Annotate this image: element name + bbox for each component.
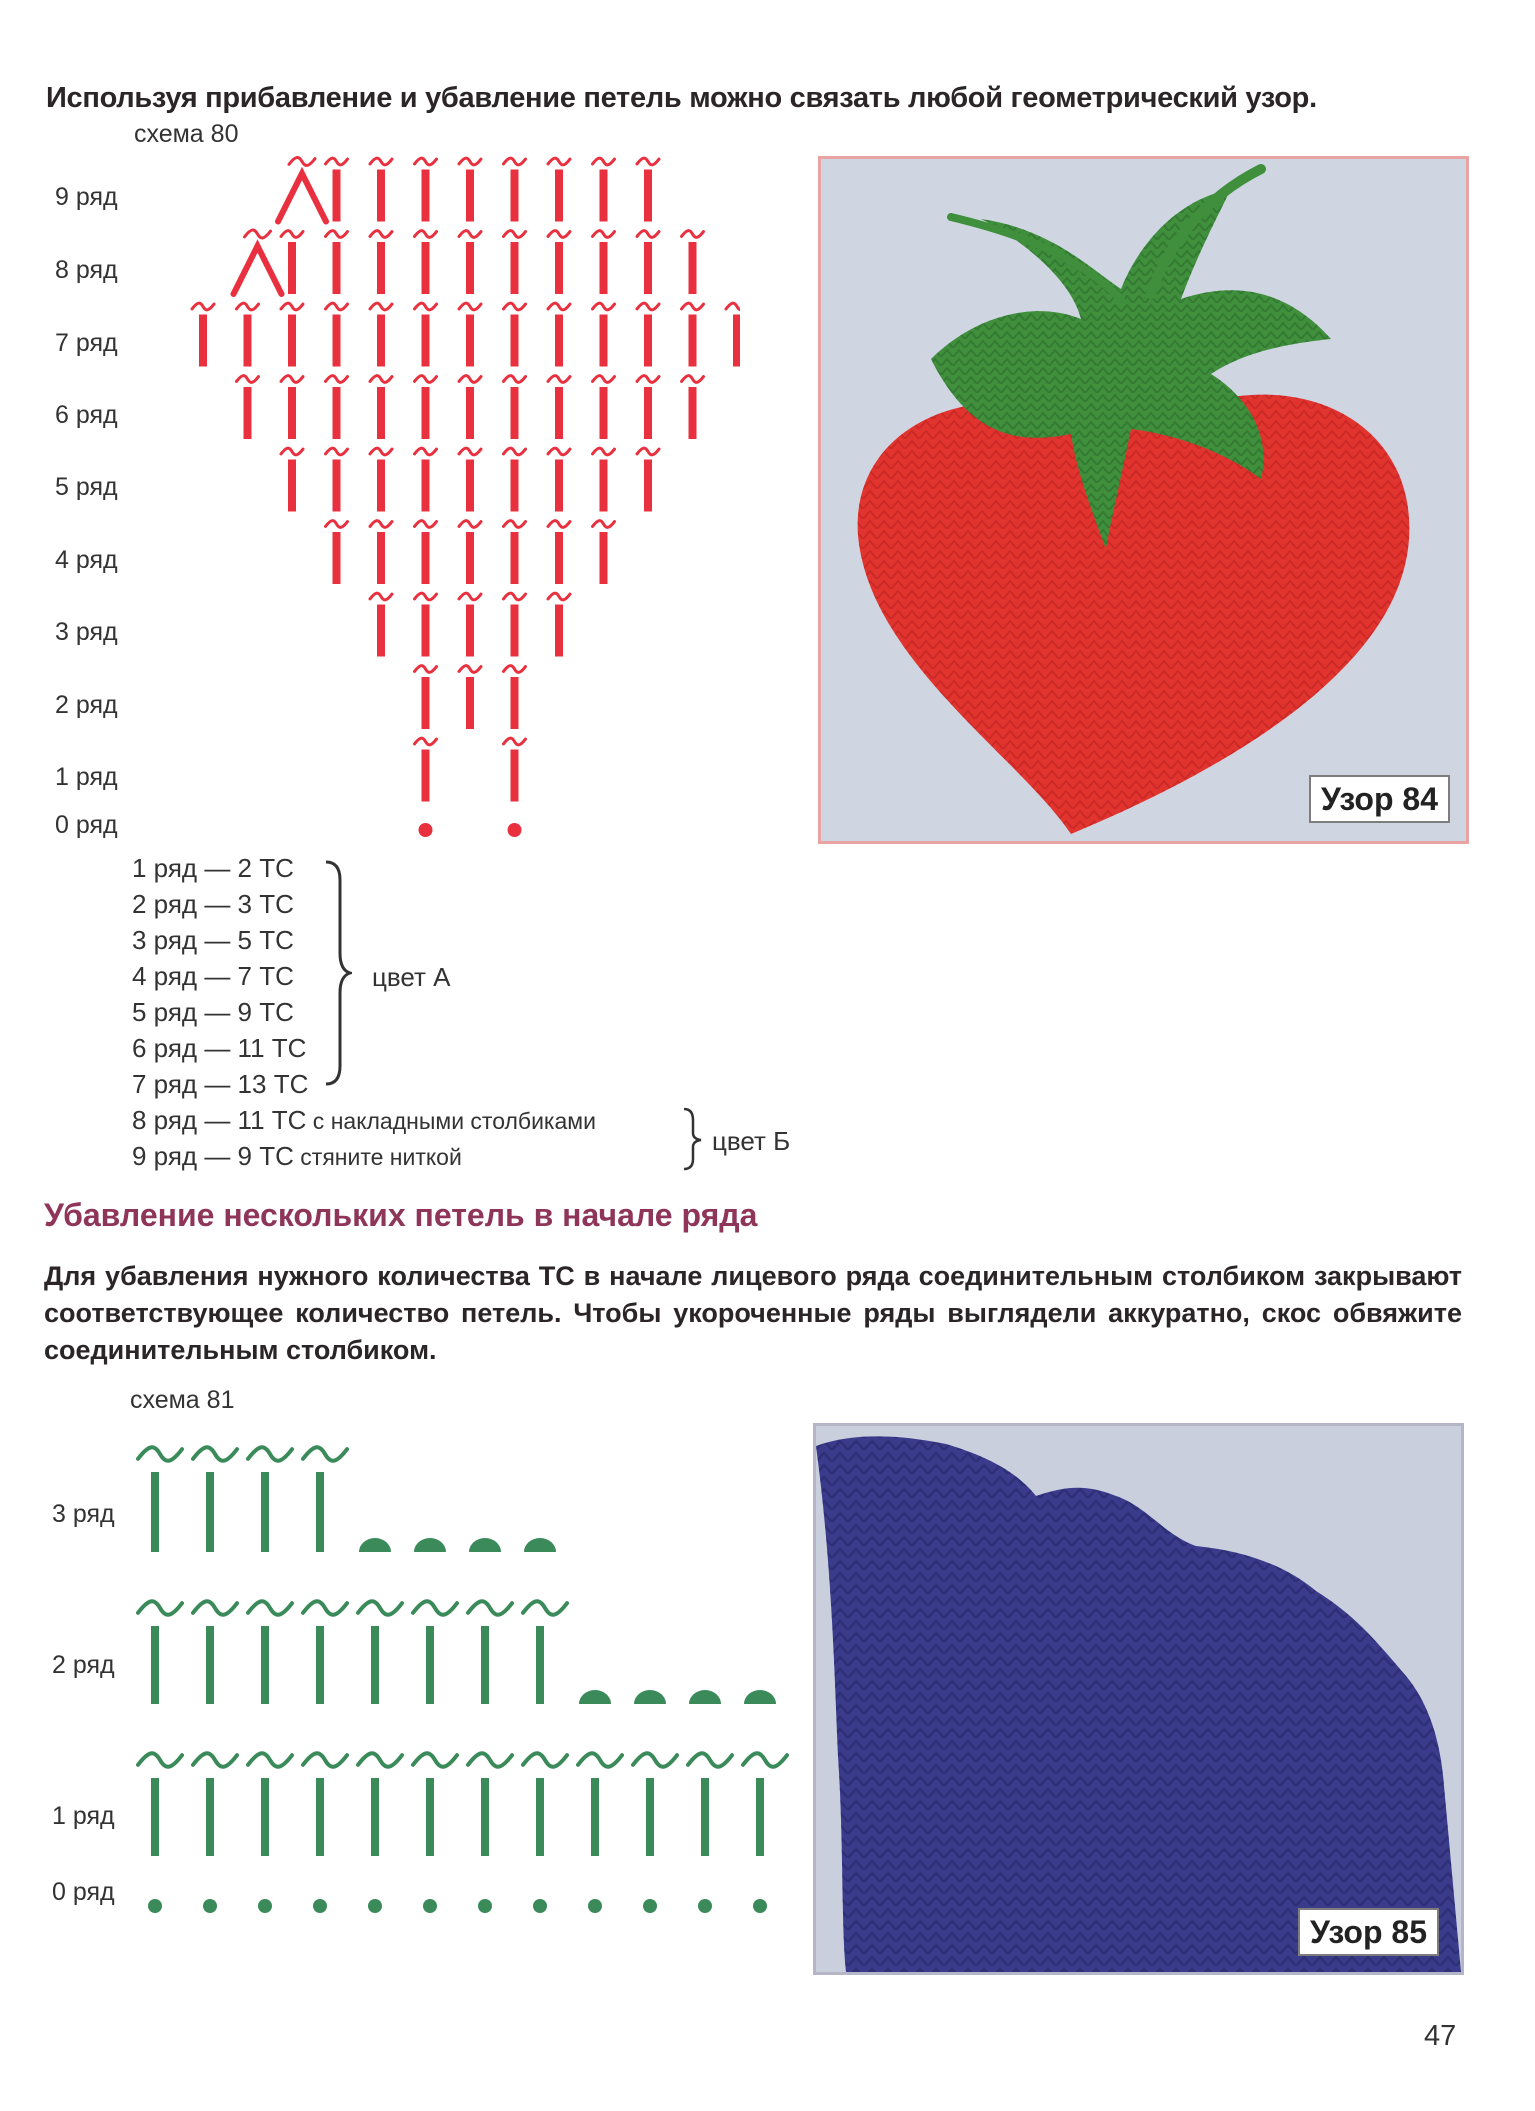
scheme-80-row-label: 5 ряд xyxy=(55,473,118,501)
decrease-mark xyxy=(234,246,282,294)
chain-dot xyxy=(419,823,433,837)
chain-tilde xyxy=(303,1601,347,1614)
color-a-label: цвет А xyxy=(372,962,451,992)
chain-tilde xyxy=(504,158,526,165)
chain-tilde xyxy=(468,1601,512,1614)
legend-line: 3 ряд — 5 ТС xyxy=(132,925,294,955)
chain-tilde xyxy=(138,1601,182,1614)
chain-tilde xyxy=(637,158,659,165)
scheme-80-row-label: 4 ряд xyxy=(55,546,118,574)
chain-dot xyxy=(533,1899,547,1913)
slip-stitch xyxy=(359,1538,391,1552)
legend-line xyxy=(132,1141,462,1172)
legend-line: 7 ряд — 13 ТС xyxy=(132,1069,309,1099)
chain-tilde xyxy=(303,1753,347,1766)
chain-tilde xyxy=(459,231,481,238)
chain-tilde xyxy=(468,1753,512,1766)
scheme-81-row-label: 1 ряд xyxy=(52,1802,115,1830)
intro-text: Используя прибавление и убавление петель можно связать любой геометрический узор. xyxy=(46,82,1317,114)
chain-tilde xyxy=(248,1601,292,1614)
chain-tilde xyxy=(523,1601,567,1614)
chain-tilde xyxy=(688,1753,732,1766)
scheme-81-row-label: 0 ряд xyxy=(52,1878,115,1906)
chain-tilde xyxy=(637,303,659,310)
chain-tilde xyxy=(289,158,315,166)
chain-tilde xyxy=(138,1447,182,1460)
chain-tilde xyxy=(326,158,348,165)
chain-tilde xyxy=(281,376,303,383)
chain-tilde xyxy=(523,1753,567,1766)
chain-tilde xyxy=(637,376,659,383)
chain-dot xyxy=(368,1899,382,1913)
scheme-81-diagram xyxy=(125,1420,795,1920)
chain-tilde xyxy=(682,376,704,383)
chain-tilde xyxy=(138,1753,182,1766)
chain-tilde xyxy=(548,303,570,310)
chain-tilde xyxy=(459,376,481,383)
photo-84 xyxy=(818,156,1469,844)
chain-tilde xyxy=(370,158,392,165)
chain-dot xyxy=(423,1899,437,1913)
chain-tilde xyxy=(593,376,615,383)
chain-tilde xyxy=(504,738,526,745)
chain-tilde xyxy=(504,376,526,383)
chain-tilde xyxy=(415,448,437,455)
chain-tilde xyxy=(504,303,526,310)
chain-tilde xyxy=(245,230,271,238)
scheme-81-row-label: 2 ряд xyxy=(52,1651,115,1679)
chain-tilde xyxy=(370,521,392,528)
chain-tilde xyxy=(193,1447,237,1460)
chain-tilde xyxy=(459,303,481,310)
chain-tilde xyxy=(326,376,348,383)
chain-tilde xyxy=(548,231,570,238)
chain-tilde xyxy=(415,666,437,673)
scheme-80-row-label: 8 ряд xyxy=(55,256,118,284)
chain-dot xyxy=(698,1899,712,1913)
chain-dot xyxy=(258,1899,272,1913)
chain-tilde xyxy=(370,448,392,455)
slip-stitch xyxy=(744,1690,776,1704)
slip-stitch xyxy=(634,1690,666,1704)
scheme-80-row-label: 6 ряд xyxy=(55,401,118,429)
chain-dot xyxy=(148,1899,162,1913)
chain-tilde xyxy=(248,1753,292,1766)
chain-tilde xyxy=(593,158,615,165)
chain-tilde xyxy=(548,158,570,165)
chain-tilde xyxy=(326,231,348,238)
strawberry-icon xyxy=(821,159,1466,841)
scheme-81-label: схема 81 xyxy=(130,1386,235,1414)
legend-line: 5 ряд — 9 ТС xyxy=(132,997,294,1027)
scheme-80-row-label: 1 ряд xyxy=(55,763,118,791)
slip-stitch xyxy=(579,1690,611,1704)
chain-tilde xyxy=(415,231,437,238)
legend-line-note: с накладными столбиками xyxy=(306,1108,596,1134)
section-paragraph: Для убавления нужного количества ТС в начале лицевого ряда соединительным столбиком закрывают соответствующее количество петель. Чтобы укороченные ряды выглядели аккуратно, скос обвяжите соединительным столбиком. xyxy=(44,1261,1462,1365)
chain-tilde xyxy=(415,738,437,745)
slip-stitch xyxy=(524,1538,556,1552)
chain-tilde xyxy=(413,1753,457,1766)
slip-stitch xyxy=(689,1690,721,1704)
chain-tilde xyxy=(548,448,570,455)
photo-85-badge: Узор 85 xyxy=(1298,1908,1439,1956)
chain-tilde xyxy=(415,158,437,165)
scheme-80-row-label: 7 ряд xyxy=(55,329,118,357)
chain-tilde xyxy=(548,593,570,600)
chain-tilde xyxy=(504,593,526,600)
chain-tilde xyxy=(358,1753,402,1766)
chain-tilde xyxy=(637,448,659,455)
scheme-80-row-label: 0 ряд xyxy=(55,811,118,839)
chain-tilde xyxy=(459,448,481,455)
chain-tilde xyxy=(548,376,570,383)
legend-line-main: 8 ряд — 11 ТС xyxy=(132,1105,307,1135)
chain-tilde xyxy=(593,448,615,455)
chain-dot xyxy=(313,1899,327,1913)
chain-tilde xyxy=(578,1753,622,1766)
chain-tilde xyxy=(459,593,481,600)
section-title: Убавление нескольких петель в начале ряда xyxy=(44,1197,758,1233)
chain-tilde xyxy=(593,231,615,238)
chain-tilde xyxy=(326,521,348,528)
chain-tilde xyxy=(415,593,437,600)
chain-tilde xyxy=(726,303,740,310)
color-b-brace xyxy=(681,1106,705,1172)
chain-tilde xyxy=(633,1753,677,1766)
chain-tilde xyxy=(637,231,659,238)
scheme-80-row-label: 9 ряд xyxy=(55,183,118,211)
chain-tilde xyxy=(193,1753,237,1766)
chain-dot xyxy=(203,1899,217,1913)
chain-tilde xyxy=(504,231,526,238)
chain-tilde xyxy=(281,303,303,310)
chain-tilde xyxy=(459,158,481,165)
chain-tilde xyxy=(459,666,481,673)
decrease-mark xyxy=(278,174,326,222)
chain-tilde xyxy=(743,1753,787,1766)
legend-line: 1 ряд — 2 ТС xyxy=(132,853,294,883)
chain-dot xyxy=(753,1899,767,1913)
chain-tilde xyxy=(504,666,526,673)
chain-tilde xyxy=(237,376,259,383)
scheme-80-row-label: 2 ряд xyxy=(55,691,118,719)
chain-tilde xyxy=(415,376,437,383)
chain-tilde xyxy=(370,231,392,238)
legend-line: 6 ряд — 11 ТС xyxy=(132,1033,307,1063)
chain-tilde xyxy=(459,521,481,528)
chain-tilde xyxy=(415,303,437,310)
yarn-swatch-icon xyxy=(816,1426,1461,1972)
chain-tilde xyxy=(326,448,348,455)
chain-tilde xyxy=(370,593,392,600)
legend-line-main: 9 ряд — 9 ТС xyxy=(132,1141,294,1171)
color-b-label: цвет Б xyxy=(712,1126,791,1156)
scheme-81-row-label: 3 ряд xyxy=(52,1500,115,1528)
chain-tilde xyxy=(415,521,437,528)
chain-tilde xyxy=(326,303,348,310)
scheme-80-label: схема 80 xyxy=(134,120,239,148)
chain-tilde xyxy=(370,303,392,310)
chain-tilde xyxy=(281,231,303,238)
chain-tilde xyxy=(548,521,570,528)
chain-tilde xyxy=(192,303,214,310)
chain-tilde xyxy=(193,1601,237,1614)
chain-tilde xyxy=(504,448,526,455)
chain-dot xyxy=(508,823,522,837)
chain-tilde xyxy=(504,521,526,528)
chain-tilde xyxy=(303,1447,347,1460)
chain-tilde xyxy=(358,1601,402,1614)
legend-line xyxy=(132,1105,596,1136)
color-a-brace xyxy=(322,858,352,1088)
chain-tilde xyxy=(682,231,704,238)
chain-dot xyxy=(478,1899,492,1913)
chain-tilde xyxy=(370,376,392,383)
chain-tilde xyxy=(248,1447,292,1460)
photo-84-badge: Узор 84 xyxy=(1309,775,1450,823)
photo-85 xyxy=(813,1423,1464,1975)
scheme-80-row-label: 3 ряд xyxy=(55,618,118,646)
slip-stitch xyxy=(469,1538,501,1552)
slip-stitch xyxy=(414,1538,446,1552)
chain-dot xyxy=(643,1899,657,1913)
chain-tilde xyxy=(237,303,259,310)
legend-line-note: стяните ниткой xyxy=(293,1144,462,1170)
chain-tilde xyxy=(413,1601,457,1614)
chain-tilde xyxy=(593,521,615,528)
scheme-80-diagram xyxy=(150,140,740,850)
legend-line: 2 ряд — 3 ТС xyxy=(132,889,294,919)
legend-line: 4 ряд — 7 ТС xyxy=(132,961,294,991)
chain-tilde xyxy=(682,303,704,310)
chain-tilde xyxy=(281,448,303,455)
chain-dot xyxy=(588,1899,602,1913)
page-number: 47 xyxy=(1424,2020,1457,2052)
chain-tilde xyxy=(593,303,615,310)
